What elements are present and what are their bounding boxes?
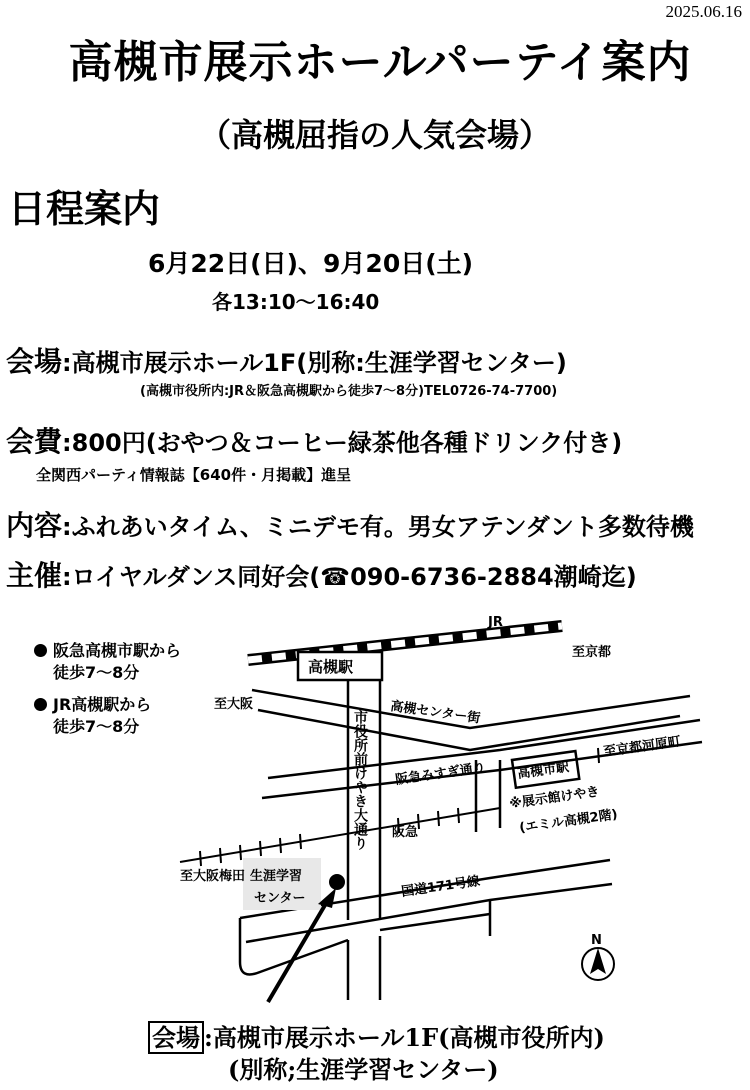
access-line1: JR高槻駅から (53, 695, 152, 714)
content-label: 内容 (6, 509, 63, 542)
organizer-text: :ロイヤルダンス同好会(☎090-6736-2884潮崎迄) (62, 563, 637, 591)
map-label-hankyu: 阪急 (392, 825, 419, 840)
map-label-emile: (エミル高槻2階) (518, 807, 619, 836)
map-label-to-umeda: 至大阪梅田 (180, 869, 246, 884)
map-roads (180, 626, 702, 1000)
organizer-row (6, 554, 637, 594)
page-title: 高槻市展示ホールパーテイ案内 (68, 37, 692, 88)
venue-marker-icon (329, 874, 345, 890)
map-label-center-street: 高槻センター街 (389, 699, 482, 727)
map-label-misuji-street: 阪急みすぎ通り (394, 760, 487, 788)
access-line2: 徒歩7〜8分 (53, 717, 140, 736)
fee-label: 会費 (6, 425, 63, 458)
map-label-to-kawaramachi: 至京都河原町 (602, 734, 682, 760)
map-label-keyaki-avenue: 市役所前けやき大通り (352, 710, 368, 850)
event-times: 各13:10〜16:40 (212, 290, 380, 314)
map-label-hankyu-station: 高槻市駅 (516, 759, 571, 782)
fee-text: :800円(おやつ＆コーヒー緑茶他各種ドリンク付き) (62, 429, 623, 457)
organizer-label: 主催 (6, 559, 63, 592)
content-text: :ふれあいタイム、ミニデモ有。男女アテンダント多数待機 (62, 513, 694, 541)
map-label-learning-center-1: 生涯学習 (250, 869, 303, 884)
content-row (6, 504, 694, 544)
bottom-venue-label: 会場 (148, 1021, 204, 1054)
map-label-exhibition-keyaki: ※展示館けやき (508, 784, 601, 812)
map-label-takatsuki-station: 高槻駅 (308, 658, 354, 676)
page-subtitle: （高槻屈指の人気会場） (198, 116, 551, 154)
fee-row (6, 420, 622, 460)
access-line2: 徒歩7〜8分 (53, 663, 140, 682)
map-label-learning-center-2: センター (254, 891, 306, 906)
bottom-venue-line2: (別称;生涯学習センター) (228, 1055, 499, 1084)
date-stamp: 2025.06.16 (665, 2, 742, 21)
map-label-north: N (591, 933, 602, 948)
schedule-heading: 日程案内 (8, 186, 161, 231)
access-line1: 阪急高槻市駅から (53, 641, 182, 660)
map-label-to-osaka: 至大阪 (214, 697, 254, 712)
event-dates: 6月22日(日)、9月20日(土) (148, 249, 474, 278)
venue-row (6, 340, 567, 380)
venue-label: 会場 (6, 345, 63, 378)
north-arrow-icon (582, 948, 614, 980)
map-label-route-171: 国道171号線 (400, 874, 481, 900)
jr-railway (248, 626, 562, 660)
bottom-venue-text: :高槻市展示ホール1F(高槻市役所内) (204, 1023, 605, 1052)
venue-note: (高槻市役所内:JR＆阪急高槻駅から徒歩7〜8分)TEL0726-74-7700) (140, 384, 558, 399)
access-map (0, 600, 750, 1010)
map-label-jr: JR (488, 615, 503, 630)
venue-text: :高槻市展示ホール1F(別称:生涯学習センター) (62, 349, 567, 377)
bottom-venue-line1 (148, 1018, 605, 1053)
fee-note: 全関西パーティ情報誌【640件・月掲載】進呈 (36, 466, 352, 484)
map-label-to-kyoto: 至京都 (572, 645, 612, 660)
